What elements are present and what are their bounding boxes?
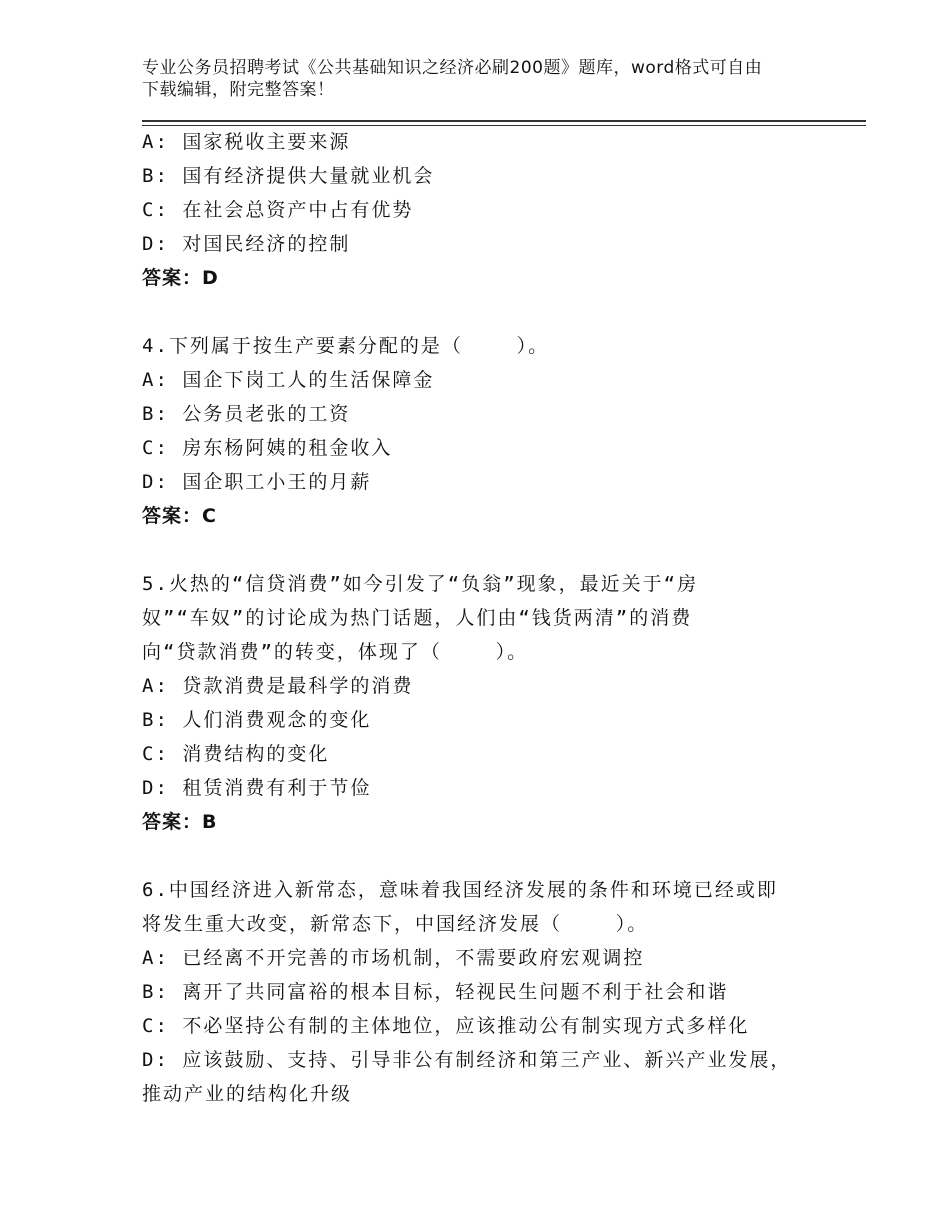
q6-option-b: B: 离开了共同富裕的根本目标，轻视民生问题不利于社会和谐 [142, 981, 729, 1003]
q3-option-c: C: 在社会总资产中占有优势 [142, 199, 414, 221]
q4-option-c: C: 房东杨阿姨的租金收入 [142, 437, 393, 459]
q6-option-d: D: 应该鼓励、支持、引导非公有制经济和第三产业、新兴产业发展， [142, 1049, 792, 1071]
q3-option-a: A: 国家税收主要来源 [142, 131, 351, 153]
q5-stem-line: 奴”“车奴”的讨论成为热门话题，人们由“钱货两清”的消费 [142, 607, 693, 629]
question-content [142, 125, 842, 1111]
question-4-block [142, 329, 842, 533]
spacer [142, 533, 842, 567]
q5-option-b: B: 人们消费观念的变化 [142, 709, 372, 731]
q4-option-a: A: 国企下岗工人的生活保障金 [142, 369, 435, 391]
q4-stem-line: 4.下列属于按生产要素分配的是（ ）。 [142, 335, 550, 357]
header-line-2: 下载编辑，附完整答案！ [142, 80, 335, 100]
q5-stem-line: 5.火热的“信贷消费”如今引发了“负翁”现象，最近关于“房 [142, 573, 699, 595]
header-rule-thick [142, 120, 866, 122]
q6-option-a: A: 已经离不开完善的市场机制，不需要政府宏观调控 [142, 947, 645, 969]
q4-option-d: D: 国企职工小王的月薪 [142, 471, 372, 493]
q5-answer: 答案：B [142, 811, 218, 833]
question-5-block [142, 567, 842, 839]
q4-answer: 答案：C [142, 505, 217, 527]
q6-stem-line: 6.中国经济进入新常态，意味着我国经济发展的条件和环境已经或即 [142, 879, 778, 901]
q6-stem-line: 将发生重大改变，新常态下，中国经济发展（ ）。 [142, 913, 649, 935]
spacer [142, 839, 842, 873]
question-3-block [142, 125, 842, 295]
spacer [142, 295, 842, 329]
q5-stem-line: 向“贷款消费”的转变，体现了（ ）。 [142, 641, 529, 663]
header-line-1: 专业公务员招聘考试《公共基础知识之经济必刷200题》题库，word格式可自由 [142, 58, 763, 78]
q3-answer: 答案：D [142, 267, 219, 289]
q6-option-c: C: 不必坚持公有制的主体地位，应该推动公有制实现方式多样化 [142, 1015, 750, 1037]
question-6-block [142, 873, 842, 1111]
document-header [142, 57, 822, 101]
q3-option-b: B: 国有经济提供大量就业机会 [142, 165, 435, 187]
q3-option-d: D: 对国民经济的控制 [142, 233, 351, 255]
q5-option-d: D: 租赁消费有利于节俭 [142, 777, 372, 799]
q6-option-d-continued: 推动产业的结构化升级 [142, 1083, 353, 1105]
q4-option-b: B: 公务员老张的工资 [142, 403, 351, 425]
q5-option-c: C: 消费结构的变化 [142, 743, 330, 765]
q5-option-a: A: 贷款消费是最科学的消费 [142, 675, 414, 697]
